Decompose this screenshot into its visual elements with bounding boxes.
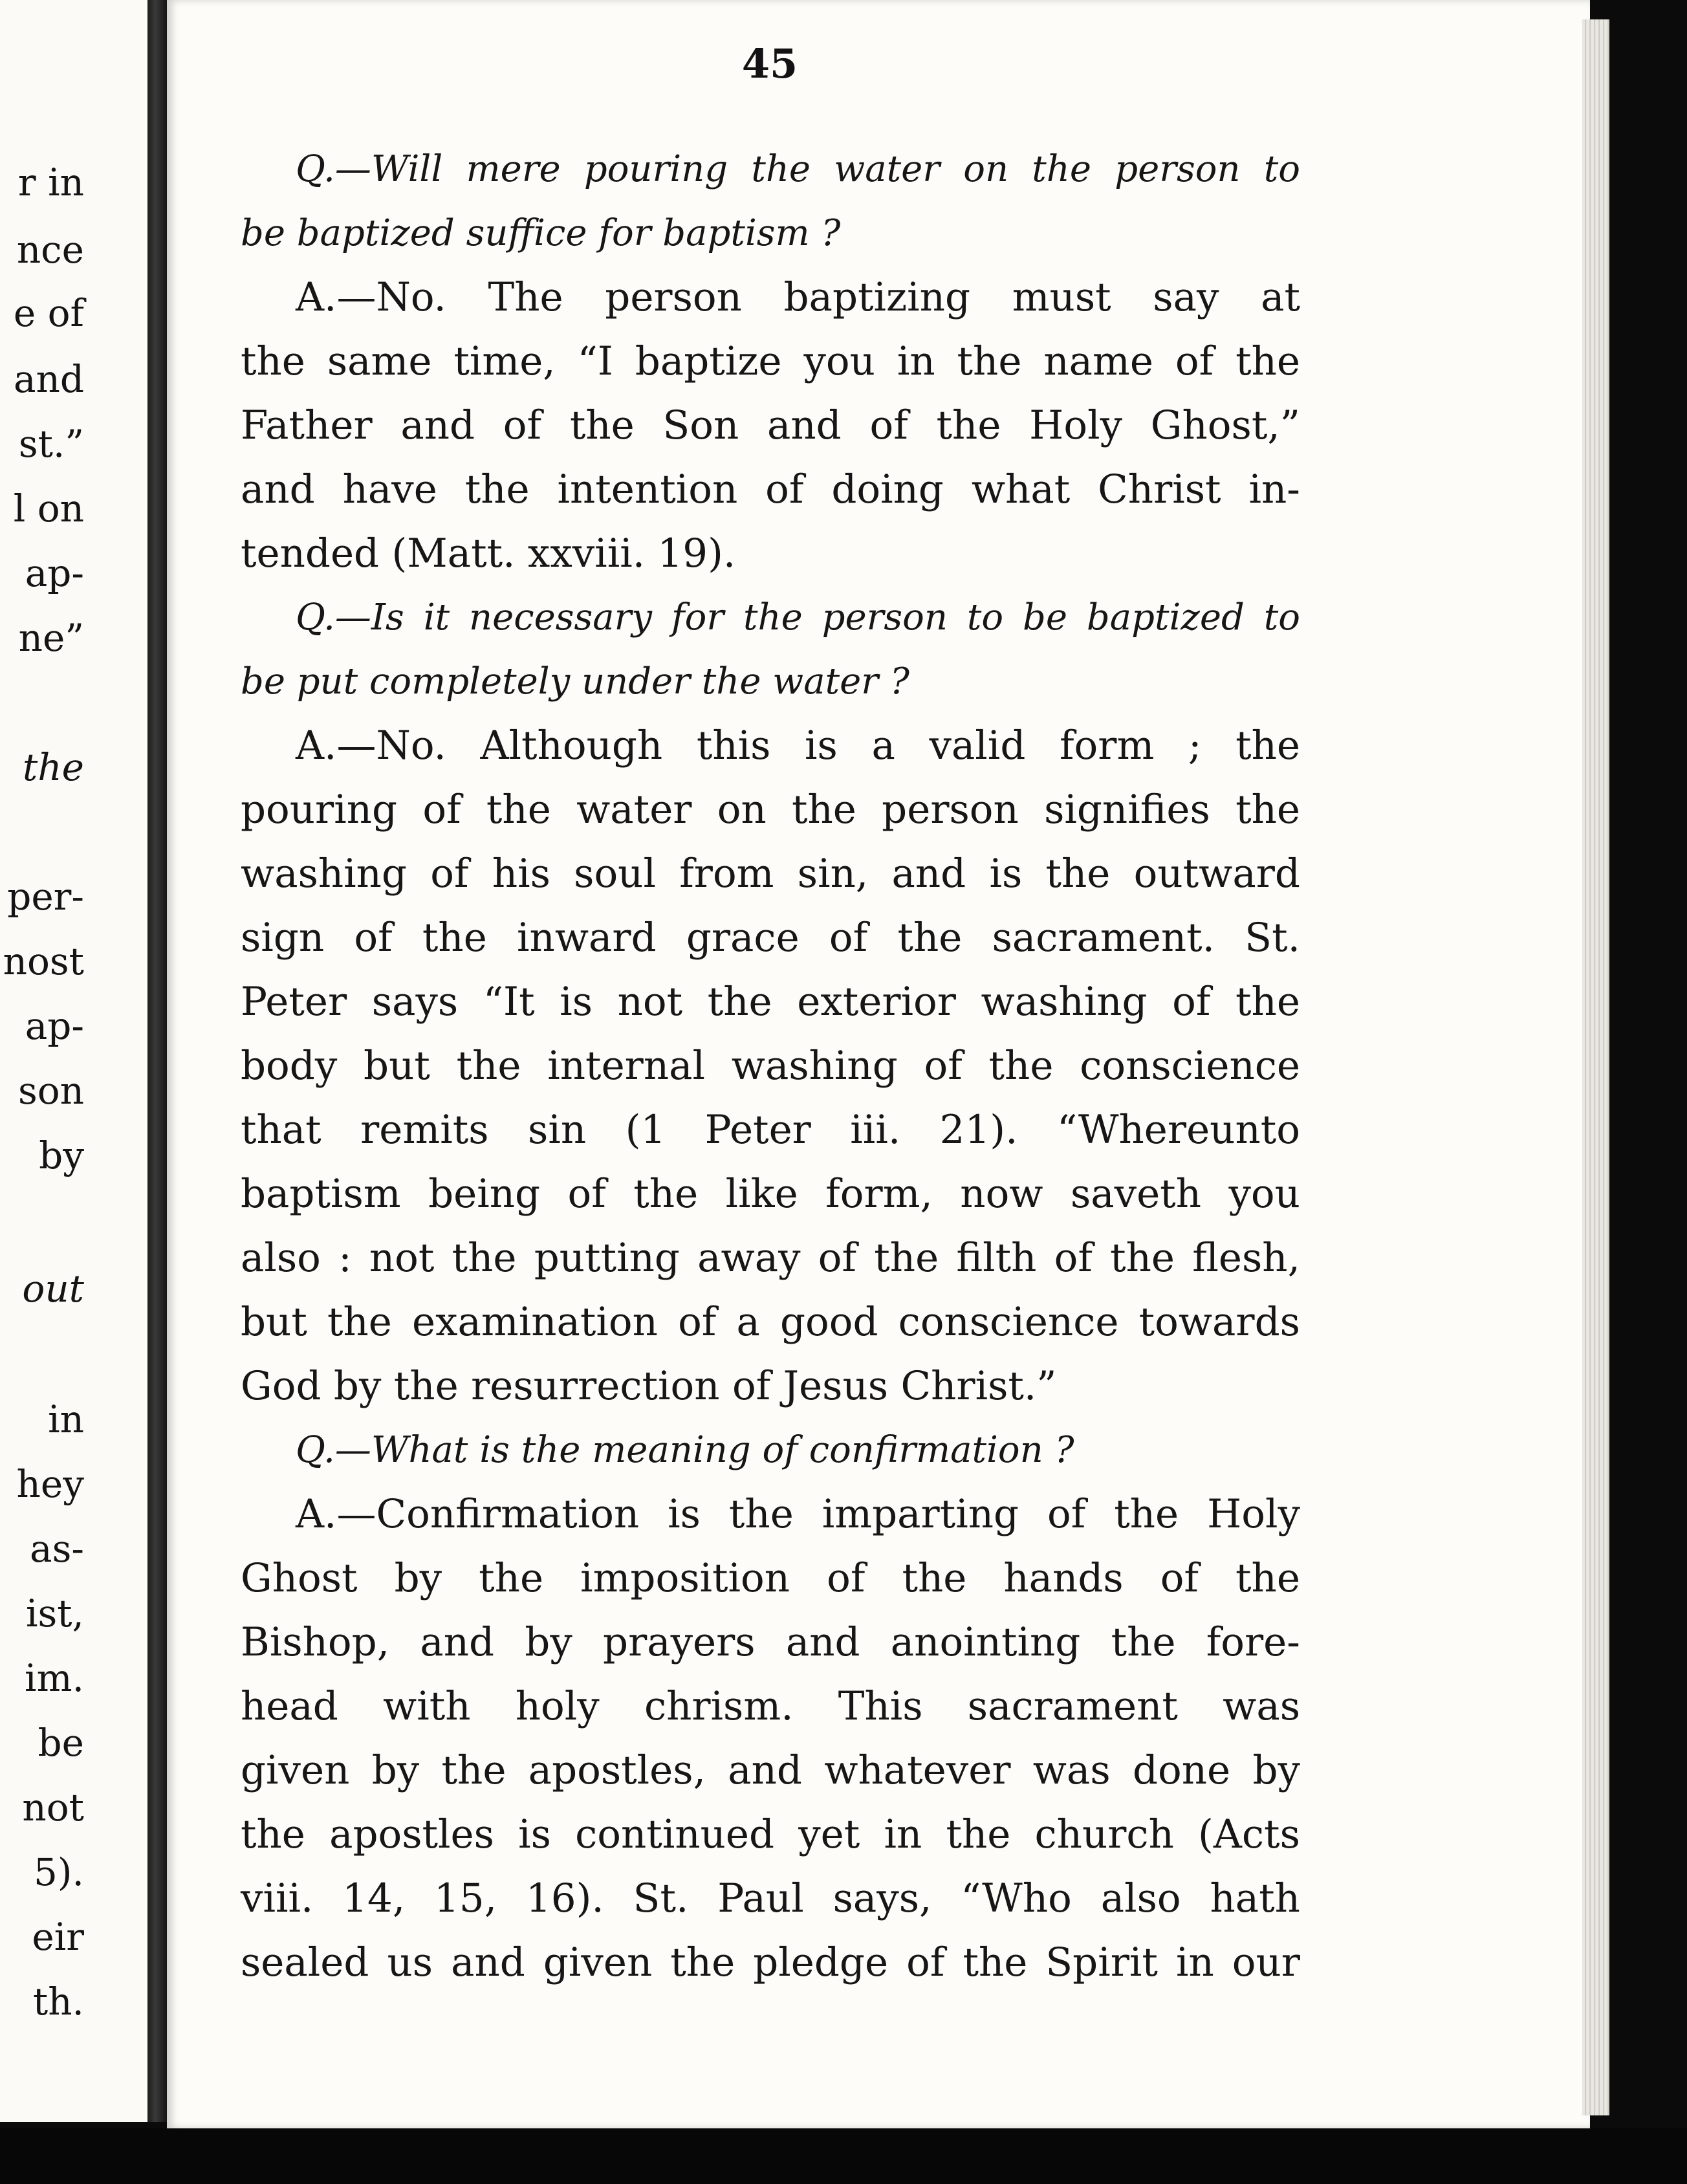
left-fragment: im. (25, 1656, 84, 1700)
text-line: head with holy chrism. This sacrament was (241, 1683, 1300, 1729)
left-fragment: nce (16, 228, 84, 272)
text-line: Father and of the Son and of the Holy Ghost,” (241, 402, 1300, 448)
left-fragment: th. (32, 1980, 84, 2024)
text-line: sign of the inward grace of the sacrament. St. (241, 915, 1300, 961)
page-edges (1582, 19, 1609, 2115)
text-line: also : not the putting away of the filth of the flesh, (241, 1235, 1300, 1281)
text-line: A.—Confirmation is the imparting of the Holy (296, 1491, 1300, 1537)
left-fragment: ist, (25, 1591, 84, 1635)
text-line: the same time, “I baptize you in the name of the (241, 338, 1300, 384)
text-line: Q.—Is it necessary for the person to be baptized to (296, 596, 1300, 639)
text-line: Ghost by the imposition of the hands of the (241, 1555, 1300, 1601)
scan-bottom-border (0, 2128, 1687, 2184)
left-fragment: eir (32, 1915, 84, 1959)
left-fragment: the (23, 745, 84, 789)
left-fragment: not (22, 1785, 84, 1829)
text-line: Q.—What is the meaning of confirmation ? (296, 1429, 1074, 1471)
text-line: A.—No. Although this is a valid form ; the (296, 723, 1300, 769)
text-line: be put completely under the water ? (241, 661, 909, 703)
left-fragment: be (38, 1721, 84, 1765)
text-line: and have the intention of doing what Christ in- (241, 466, 1300, 512)
left-fragment: by (39, 1133, 84, 1177)
text-line: A.—No. The person baptizing must say at (296, 274, 1300, 320)
left-fragment: r in (17, 160, 84, 204)
left-fragment: ne” (18, 616, 84, 660)
text-line: tended (Matt. xxviii. 19). (241, 530, 736, 576)
text-line: Bishop, and by prayers and anointing the fore- (241, 1619, 1300, 1665)
left-facing-page (0, 0, 147, 2122)
text-line: body but the internal washing of the conscience (241, 1043, 1300, 1089)
text-line: washing of his soul from sin, and is the outward (241, 851, 1300, 897)
left-fragment: nost (3, 939, 84, 983)
text-line: be baptized suffice for baptism ? (241, 212, 841, 254)
left-fragment: and (13, 357, 84, 401)
left-fragment: as- (30, 1527, 84, 1571)
text-line: pouring of the water on the person signifies the (241, 787, 1300, 833)
text-line: Q.—Will mere pouring the water on the person to (296, 148, 1300, 190)
page-number: 45 (741, 40, 798, 87)
text-line: God by the resurrection of Jesus Christ.” (241, 1363, 1057, 1409)
text-line: but the examination of a good conscience towards (241, 1299, 1300, 1345)
text-line: sealed us and given the pledge of the Spirit in our (241, 1939, 1300, 1985)
left-fragment: 5). (34, 1850, 84, 1894)
left-page-text-fragments (0, 0, 147, 2122)
left-fragment: son (17, 1069, 84, 1113)
text-line: baptism being of the like form, now saveth you (241, 1171, 1300, 1217)
text-line: that remits sin (1 Peter iii. 21). “Whereunto (241, 1107, 1300, 1153)
text-line: viii. 14, 15, 16). St. Paul says, “Who also hath (241, 1875, 1300, 1921)
left-fragment: ap- (25, 1004, 84, 1048)
left-fragment: l on (13, 486, 84, 530)
left-fragment: st.” (18, 422, 84, 466)
left-fragment: in (48, 1397, 84, 1441)
left-fragment: ap- (25, 551, 84, 595)
left-fragment: per- (7, 875, 84, 919)
page-body-text (241, 137, 1300, 1994)
left-fragment: e of (13, 291, 84, 335)
text-line: the apostles is continued yet in the church (Acts (241, 1811, 1300, 1857)
left-fragment: hey (16, 1462, 84, 1506)
book-gutter (147, 0, 167, 2122)
text-line: given by the apostles, and whatever was done by (241, 1747, 1300, 1793)
text-line: Peter says “It is not the exterior washing of the (241, 979, 1300, 1025)
left-fragment: out (22, 1267, 84, 1311)
